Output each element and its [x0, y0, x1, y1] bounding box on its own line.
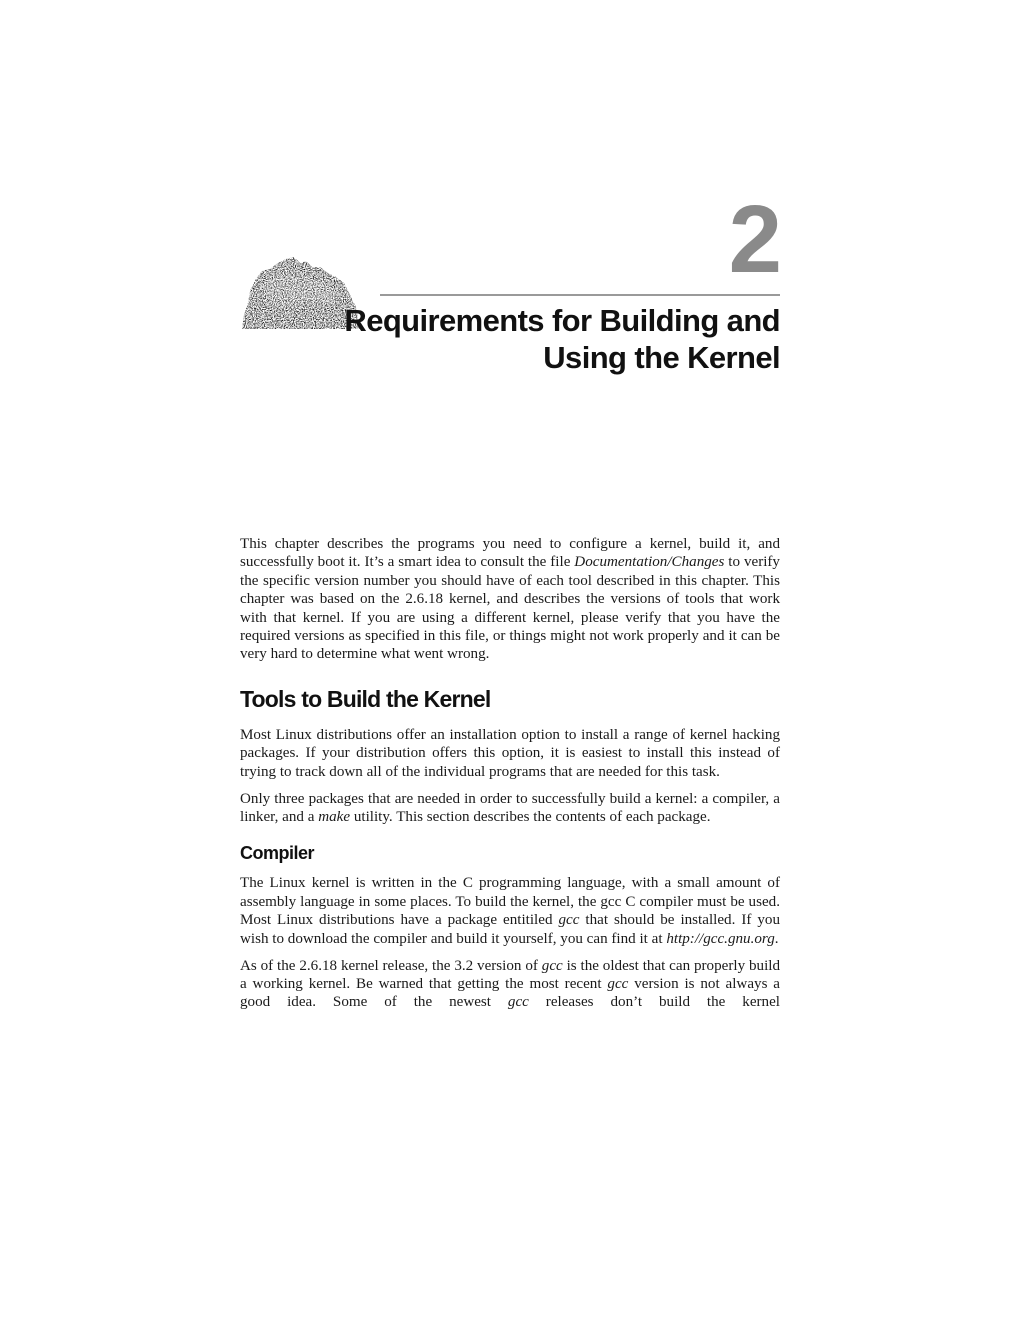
compiler-p2-text-1: As of the 2.6.18 kernel release, the 3.2 version of: [240, 957, 542, 974]
intro-paragraph: [240, 535, 780, 664]
tools-p2-text-2: utility. This section describes the contents of each package.: [350, 808, 711, 825]
compiler-p2-text-3: version is not always a good idea. Some of the newest: [240, 975, 780, 1011]
intro-text-1: This chapter describes the programs you need to configure a kernel, build it, and successfully boot it. It’s a smart idea to consult the file: [240, 536, 780, 571]
compiler-p1-text-3: .: [774, 930, 779, 947]
subsection-heading-compiler: Compiler: [240, 843, 315, 864]
gcc-term: gcc: [507, 994, 529, 1011]
chapter-title-rule: [380, 294, 780, 296]
make-utility-term: make: [318, 808, 351, 825]
tools-paragraph-2: [240, 790, 780, 827]
tools-paragraph-1: Most Linux distributions offer an installation option to install a range of kernel hacking packages. If your distribution offers this option, it is easiest to install this instead of trying to track down all of the individual programs that are needed for this task.: [240, 726, 780, 780]
file-reference: Documentation/Changes: [574, 554, 725, 571]
compiler-paragraph-1: [240, 874, 780, 948]
compiler-p2-text-2: is the oldest that can properly build a working kernel. Be warned that getting the most recent: [240, 957, 780, 992]
chapter-title-line-2: Using the Kernel: [543, 340, 780, 375]
compiler-p1-text-1: The Linux kernel is written in the C programming language, with a small amount of assembly language in some places. To build the kernel, the gcc C compiler must be used. Most Linux distributions have a package entitiled: [240, 875, 780, 929]
gcc-term: gcc: [558, 912, 580, 929]
section-heading-tools: Tools to Build the Kernel: [240, 685, 491, 712]
body-text: [240, 535, 780, 1020]
compiler-p1-text-2: that should be installed. If you wish to download the compiler and build it yourself, you can find it at: [240, 912, 780, 947]
tools-p2-text-1: Only three packages that are needed in order to successfully build a kernel: a compiler, a linker, and a: [240, 790, 780, 825]
gcc-term: gcc: [607, 975, 629, 992]
chapter-number: 2: [728, 186, 780, 293]
chapter-title: [320, 302, 780, 376]
intro-text-2: to verify the specific version number you should have of each tool described in this chapter. This chapter was based on the 2.6.18 kernel, and describes the versions of tools that work with that kernel. If you are using a different kernel, please verify that you have the required versions as specified in this file, or things might not work properly and it can be very hard to determine what went wrong.: [240, 554, 780, 663]
chapter-title-line-1: Requirements for Building and: [344, 303, 780, 338]
gcc-term: gcc: [541, 957, 563, 974]
compiler-p2-text-4: releases don’t build the kernel: [528, 994, 780, 1011]
gcc-url: http://gcc.gnu.org: [666, 930, 775, 947]
compiler-paragraph-2: [240, 957, 780, 1012]
